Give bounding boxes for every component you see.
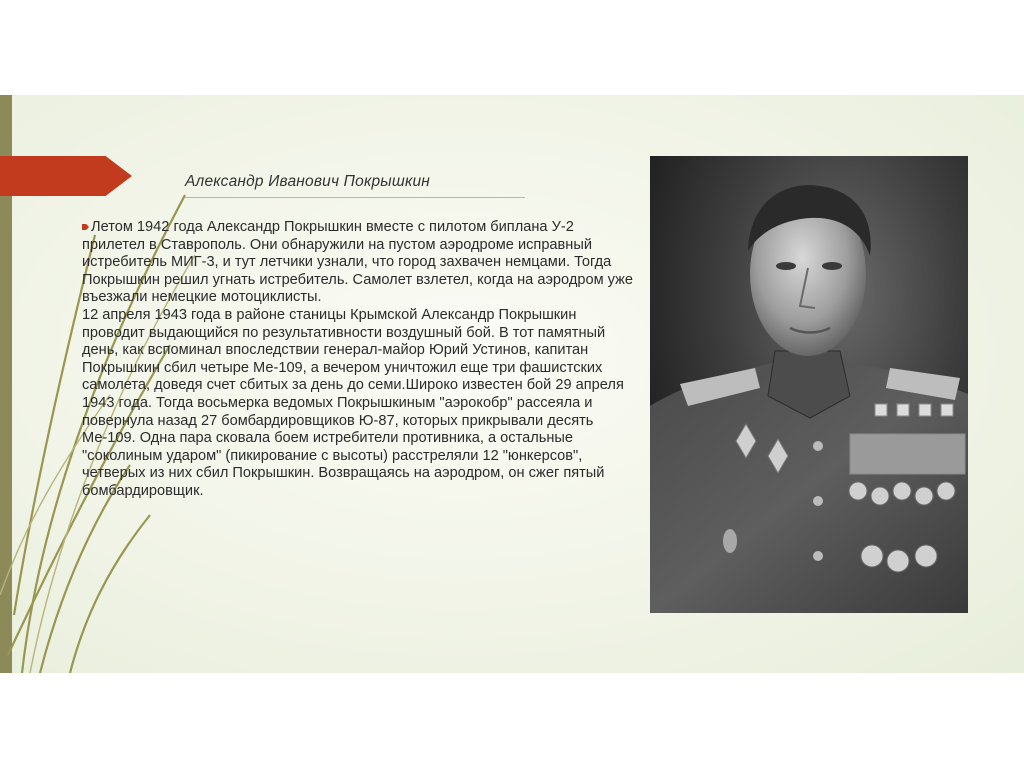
slide-title: Александр Иванович Покрышкин	[185, 173, 431, 190]
body-text	[82, 219, 638, 501]
paragraph-1	[82, 219, 638, 307]
slide	[0, 95, 1024, 673]
title-accent-flag	[0, 156, 132, 196]
arrow-bullet-icon	[82, 224, 89, 230]
portrait-photo	[650, 156, 968, 613]
paragraph-2: 12 апреля 1943 года в районе станицы Крымской Александр Покрышкин проводит выдающийся по результативности воздушный бой. В тот памятный день, как вспоминал впоследствии генерал-майор Юрий Устинов, капитан Покрышкин сбил четыре Ме-109, а вечером уничтожил еще три фашистских самолета, доведя счет сбитых за день до семи.Широко известен бой 29 апреля 1943 года. Тогда восьмерка ведомых Покрышкиным "аэрокобр" рассеяла и повернула назад 27 бомбардировщиков Ю-87, которых прикрывали десять Ме-109. Одна пара сковала боем истребители противника, а остальные "соколиным ударом" (пикирование с высоты) расстреляли 12 "юнкерсов", четверых из них сбил Покрышкин. Возвращаясь на аэродром, он сжег пятый бомбардировщик.	[82, 306, 624, 499]
title-underline	[185, 197, 525, 198]
paragraph-1-text: Летом 1942 года Александр Покрышкин вместе с пилотом биплана У-2 прилетел в Ставрополь. Они обнаружили на пустом аэродроме исправный истребитель МИГ-3, и тут летчики узнали, что город захвачен немцами. Тогда Покрышкин решил угнать истребитель. Самолет взлетел, когда на аэродром уже въезжали немецкие мотоциклисты.	[82, 219, 633, 306]
